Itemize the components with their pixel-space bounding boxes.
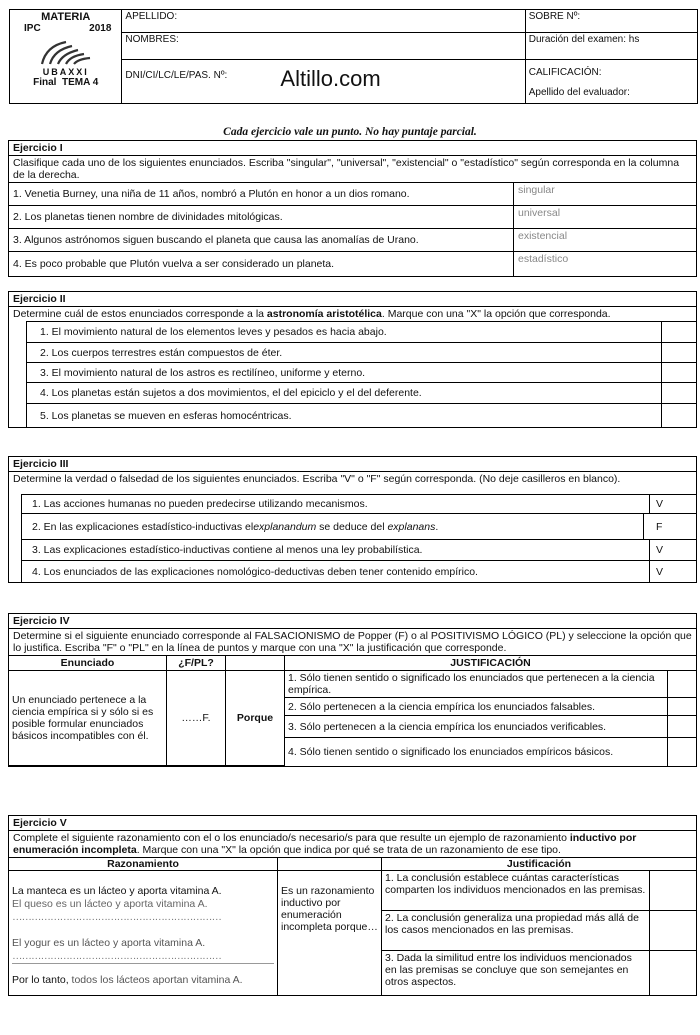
ex2-checkbox[interactable] <box>662 383 696 403</box>
ex4-option: 2. Sólo pertenecen a la ciencia empírica los enunciados falsables. <box>285 698 668 716</box>
materia-value: IPC <box>24 23 41 34</box>
ex4-enunciado: Un enunciado pertenece a la ciencia empírica si y sólo si es posible formular enunciados básicos incompatibles con él. <box>9 671 167 766</box>
dni-field[interactable] <box>122 60 525 104</box>
ex5-premise: La manteca es un lácteo y aporta vitamina A. <box>12 885 222 897</box>
ex2-option-text: 1. El movimiento natural de los elementos leves y pesados es hacia abajo. <box>27 322 662 342</box>
ex2-options <box>26 321 696 427</box>
ex5-premise: El queso es un lácteo y aporta vitamina A. <box>12 898 208 910</box>
ex1-answer[interactable]: universal <box>518 207 561 219</box>
dni-label: DNI/CI/LC/LE/PAS. Nº: <box>125 70 228 81</box>
ex3-text: se deduce del <box>316 520 388 533</box>
ex5-middle: Es un razonamiento inductivo por enumeración incompleta porque… <box>278 871 382 995</box>
ex1-answer[interactable]: existencial <box>518 230 568 242</box>
ex4-col-enunciado: Enunciado <box>9 656 167 671</box>
watermark: Altillo.com <box>280 66 381 91</box>
ex2-option <box>27 362 696 382</box>
ex1-row <box>9 228 696 251</box>
ejercicio-5 <box>8 815 697 996</box>
ex4-table <box>9 655 696 766</box>
calificacion-label: CALIFICACIÓN: <box>528 67 602 78</box>
instr-text: . Marque con una "X" la opción que corresponda. <box>381 308 611 320</box>
ex5-blank[interactable]: ………………………………………………………… <box>12 950 274 964</box>
final-label: Final <box>33 77 57 88</box>
ex4-col-fpl: ¿F/PL? <box>167 656 226 671</box>
ex3-text: . <box>435 520 439 533</box>
exam-header <box>9 9 698 104</box>
ex3-statement <box>22 514 644 539</box>
ex5-option: 1. La conclusión establece cuántas características comparten los individuos mencionados en las premisas. <box>382 871 650 911</box>
ex1-row <box>9 182 696 205</box>
ex1-row <box>9 205 696 228</box>
materia-cell <box>10 10 122 104</box>
ex3-row <box>22 560 696 582</box>
ejercicio-4 <box>8 613 697 767</box>
ex5-option: 3. Dada la similitud entre los individuos mencionados en las premisas se concluye que son semejantes en otros aspectos. <box>382 951 650 995</box>
ex4-option: 1. Sólo tienen sentido o significado los enunciados que pertenecen a la ciencia empírica. <box>285 671 668 698</box>
ex3-statement: 4. Los enunciados de las explicaciones nomológico-deductivas deben tener contenido empírico. <box>22 561 650 582</box>
ex3-row <box>22 513 696 539</box>
ejercicio-2 <box>8 291 697 428</box>
ex2-option-text: 5. Los planetas se mueven en esferas homocéntricas. <box>27 404 662 427</box>
ejercicio-3 <box>8 456 697 583</box>
ex4-answer[interactable]: ……F. <box>167 671 226 766</box>
ex3-statement: 1. Las acciones humanas no pueden predecirse utilizando mecanismos. <box>22 495 650 513</box>
ejercicio-4-instruction: Determine si el siguiente enunciado corresponde al FALSACIONISMO de Popper (F) o al POSITIVISMO LÓGICO (PL) y seleccione la opción que lo justifica. Escriba "F" o "PL" en la línea de puntos y marque con una "X" la justificación que corresponde. <box>13 630 692 654</box>
ejercicio-5-instruction <box>9 831 696 857</box>
ex5-col-justificacion: Justificación <box>382 858 697 871</box>
ex5-blank[interactable]: ………………………………………………………… <box>12 911 221 923</box>
ex2-option-text: 2. Los cuerpos terrestres están compuestos de éter. <box>27 343 662 362</box>
ex2-option <box>27 382 696 403</box>
evaluador-label: Apellido del evaluador: <box>528 87 630 98</box>
ex3-table <box>21 494 696 582</box>
ex5-conclusion-prefix: Por lo tanto, <box>12 974 72 986</box>
ex5-premise: El yogur es un lácteo y aporta vitamina A. <box>12 937 206 949</box>
year: 2018 <box>89 23 112 34</box>
duracion-field[interactable]: Duración del examen: hs <box>525 33 697 60</box>
ex4-checkbox[interactable] <box>668 716 697 738</box>
ex5-option: 2. La conclusión generaliza una propiedad más allá de los casos mencionados en las premisas. <box>382 911 650 951</box>
ex3-answer[interactable]: V <box>656 544 664 556</box>
instr-bold: inductivo por enumeración incompleta <box>13 832 637 856</box>
ejercicio-1-title: Ejercicio I <box>9 141 696 156</box>
ex3-row <box>22 494 696 513</box>
ejercicio-3-title: Ejercicio III <box>9 457 696 472</box>
ex1-answer[interactable]: singular <box>518 184 555 196</box>
ex3-statement: 3. Las explicaciones estadístico-inductivas contiene al menos una ley probabilística. <box>22 540 650 560</box>
ex5-razonamiento <box>9 871 278 995</box>
ejercicio-2-instruction <box>9 307 696 321</box>
ex5-checkbox[interactable] <box>650 951 697 995</box>
apellido-field[interactable]: APELLIDO: <box>122 10 525 33</box>
ex3-text: 2. En las explicaciones estadístico-inductivas el <box>32 520 254 533</box>
ex4-porque: Porque <box>226 671 285 766</box>
ex2-option-text: 3. El movimiento natural de los astros es rectilíneo, uniforme y eterno. <box>27 363 662 382</box>
ex5-col-razonamiento: Razonamiento <box>9 858 278 871</box>
ex2-checkbox[interactable] <box>662 363 696 382</box>
ex4-option: 3. Sólo pertenecen a la ciencia empírica los enunciados verificables. <box>285 716 668 738</box>
ex2-checkbox[interactable] <box>662 404 696 427</box>
ex3-row <box>22 539 696 560</box>
ex4-checkbox[interactable] <box>668 698 697 716</box>
ejercicio-5-title: Ejercicio V <box>9 816 696 831</box>
ejercicio-2-title: Ejercicio II <box>9 292 696 307</box>
ex2-option <box>27 342 696 362</box>
ubaxxi-logo-icon <box>36 38 96 66</box>
ejercicio-1-instruction: Clasifique cada uno de los siguientes enunciados. Escriba "singular", "universal", "existencial" o "estadístico" según corresponda en la columna de la derecha. <box>13 157 680 181</box>
instr-text: . Marque con una "X" la opción que indica por qué se trata de un razonamiento de ese tipo. <box>136 844 561 856</box>
materia-label: MATERIA <box>41 11 91 23</box>
ex3-italic: explanandum <box>253 520 317 533</box>
ex2-option-text: 4. Los planetas están sujetos a dos movimientos, el del epiciclo y el del deferente. <box>27 383 662 403</box>
ex1-statement: 3. Algunos astrónomos siguen buscando el planeta que causa las anomalías de Urano. <box>9 228 514 252</box>
ex1-statement: 2. Los planetas tienen nombre de divinidades mitológicas. <box>9 205 514 229</box>
ex4-option: 4. Sólo tienen sentido o significado los enunciados empíricos básicos. <box>285 738 668 766</box>
sobre-field[interactable]: SOBRE Nº: <box>525 10 697 33</box>
ex1-statement: 4. Es poco probable que Plutón vuelva a ser considerado un planeta. <box>9 251 514 277</box>
ex5-conclusion: todos los lácteos aportan vitamina A. <box>71 974 243 986</box>
ex1-row <box>9 251 696 276</box>
ex3-answer[interactable]: V <box>656 498 664 510</box>
ex3-answer[interactable]: F <box>656 520 663 533</box>
calificacion-field[interactable] <box>525 60 697 104</box>
ex5-checkbox[interactable] <box>650 871 697 911</box>
ex5-checkbox[interactable] <box>650 911 697 951</box>
ex4-checkbox[interactable] <box>668 671 697 698</box>
ex1-answer[interactable]: estadístico <box>518 253 569 265</box>
ex2-checkbox[interactable] <box>662 343 696 362</box>
ex3-answer[interactable]: V <box>656 565 664 578</box>
ex5-table <box>9 857 696 995</box>
instr-bold: astronomía aristotélica <box>266 308 382 320</box>
nombres-field[interactable]: NOMBRES: <box>122 33 525 60</box>
ex3-italic: explanans <box>387 520 436 533</box>
ex2-checkbox[interactable] <box>662 322 696 342</box>
instr-text: Complete el siguiente razonamiento con el o los enunciado/s necesario/s para que resulte un ejemplo de razonamiento <box>13 832 570 844</box>
ex1-statement: 1. Venetia Burney, una niña de 11 años, nombró a Plutón en honor a un dios romano. <box>9 182 514 206</box>
ex2-option <box>27 403 696 427</box>
ex2-option <box>27 321 696 342</box>
ex4-col-justificacion: JUSTIFICACIÓN <box>285 656 697 671</box>
logo-text: UBAXXI <box>42 67 89 77</box>
instr-text: Determine cuál de estos enunciados corresponde a la <box>13 308 267 320</box>
scoring-note: Cada ejercicio vale un punto. No hay puntaje parcial. <box>223 126 477 138</box>
ejercicio-3-instruction: Determine la verdad o falsedad de los siguientes enunciados. Escriba "V" o "F" según corresponda. (No deje casilleros en blanco). <box>13 473 621 485</box>
ejercicio-4-title: Ejercicio IV <box>9 614 696 629</box>
ejercicio-1 <box>8 140 697 277</box>
tema-label: TEMA 4 <box>62 77 99 88</box>
ex4-checkbox[interactable] <box>668 738 697 766</box>
